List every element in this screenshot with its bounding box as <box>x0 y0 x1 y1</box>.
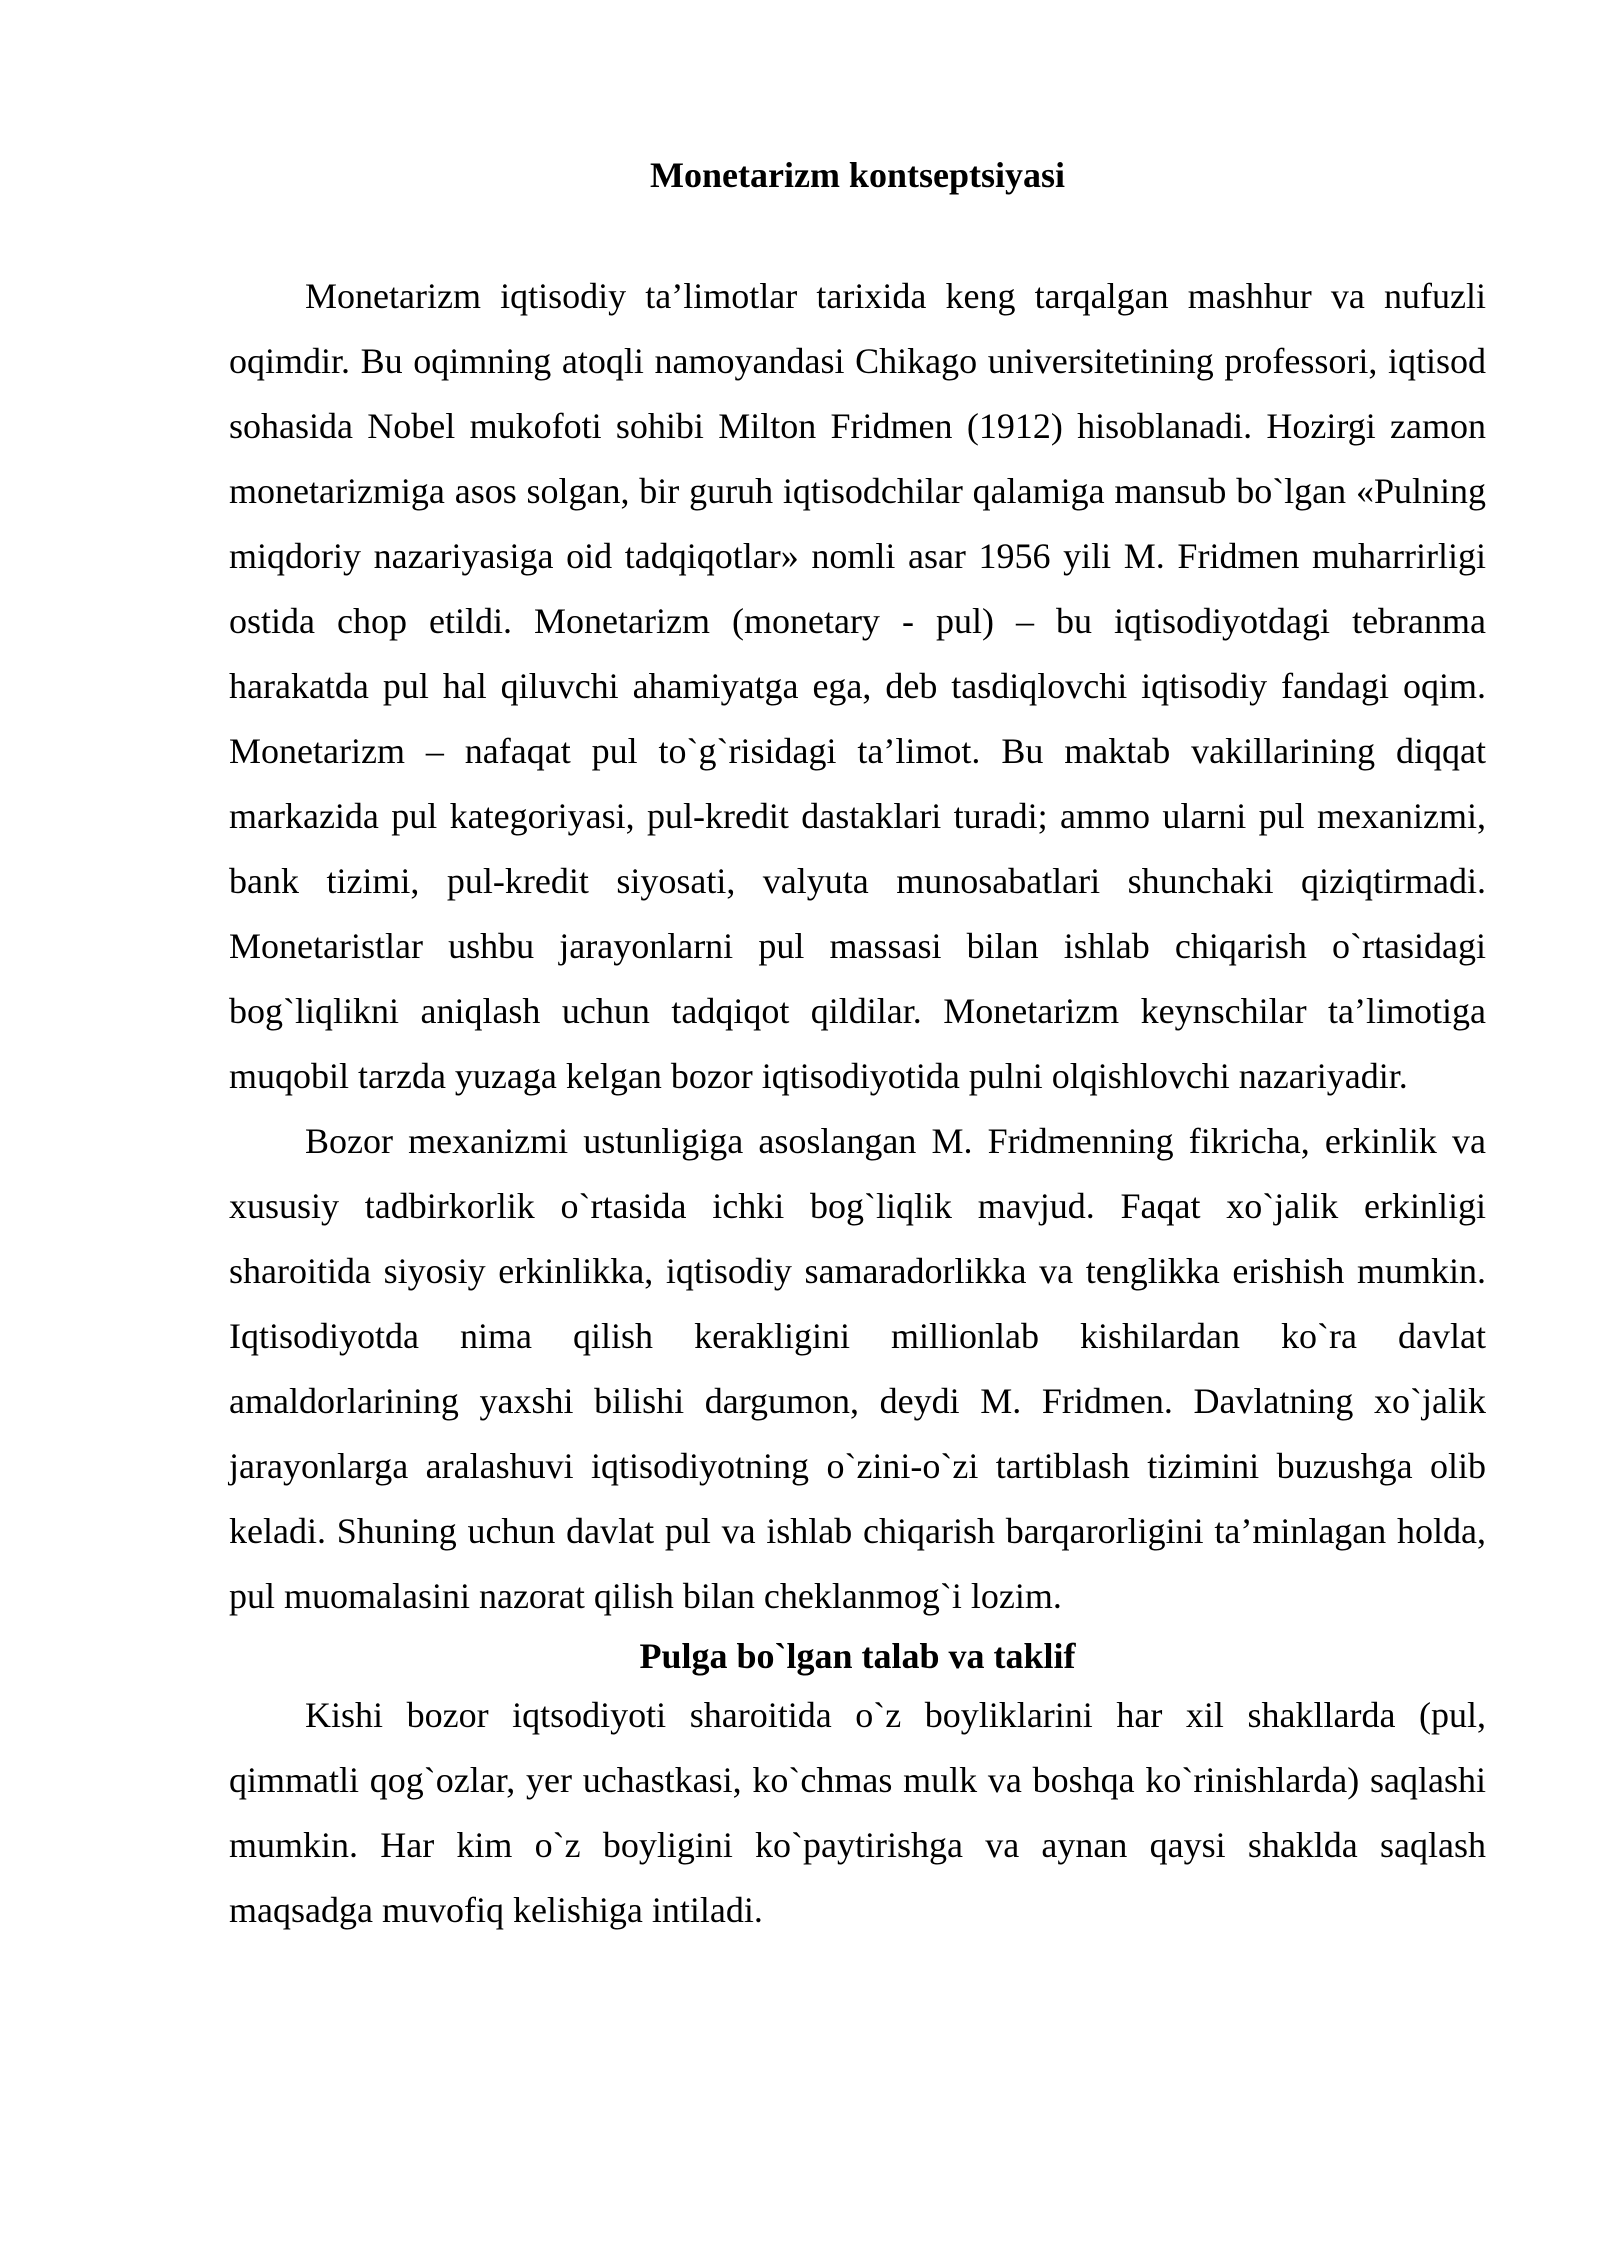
document-title: Monetarizm kontseptsiyasi <box>650 155 1065 195</box>
document-body <box>229 148 1486 1943</box>
paragraph-money-demand: Kishi bozor iqtsodiyoti sharoitida o`z boyliklarini har xil shakllarda (pul, qimmatli qog`ozlar, yer uchastkasi, ko`chmas mulk va boshqa ko`rinishlarda) saqlashi mumkin. Har kim o`z boyligini ko`paytirishga va aynan qaysi shaklda saqlash maqsadga muvofiq kelishiga intiladi. <box>229 1695 1486 1930</box>
paragraph-friedman-views: Bozor mexanizmi ustunligiga asoslangan M. Fridmenning fikricha, erkinlik va xususiy tadbirkorlik o`rtasida ichki bog`liqlik mavjud. Faqat xo`jalik erkinligi sharoitida siyosiy erkinlikka, iqtisodiy samaradorlikka va tenglikka erishish mumkin. Iqtisodiyotda nima qilish kerakligini millionlab kishilardan ko`ra davlat amaldorlarining yaxshi bilishi dargumon, deydi M. Fridmen. Davlatning xo`jalik jarayonlarga aralashuvi iqtisodiyotning o`zini-o`zi tartiblash tizimini buzushga olib keladi. Shuning uchun davlat pul va ishlab chiqarish barqarorligini ta’minlagan holda, pul muomalasini nazorat qilish bilan cheklanmog`i lozim. <box>229 1121 1486 1616</box>
paragraph-monetarism-intro: Monetarizm iqtisodiy ta’limotlar tarixida keng tarqalgan mashhur va nufuzli oqimdir. Bu oqimning atoqli namoyandasi Chikago universitetining professori, iqtisod sohasida Nobel mukofoti sohibi Milton Fridmen (1912) hisoblanadi. Hozirgi zamon monetarizmiga asos solgan, bir guruh iqtisodchilar qalamiga mansub bo`lgan «Pulning miqdoriy nazariyasiga oid tadqiqotlar» nomli asar 1956 yili M. Fridmen muharrirligi ostida chop etildi. Monetarizm (monetary - pul) – bu iqtisodiyotdagi tebranma harakatda pul hal qiluvchi ahamiyatga ega, deb tasdiqlovchi iqtisodiy fandagi oqim. Monetarizm – nafaqat pul to`g`risidagi ta’limot. Bu maktab vakillarining diqqat markazida pul kategoriyasi, pul-kredit dastaklari turadi; ammo ularni pul mexanizmi, bank tizimi, pul-kredit siyosati, valyuta munosabatlari shunchaki qiziqtirmadi. Monetaristlar ushbu jarayonlarni pul massasi bilan ishlab chiqarish o`rtasidagi bog`liqlikni aniqlash uchun tadqiqot qildilar. Monetarizm keynschilar ta’limotiga muqobil tarzda yuzaga kelgan bozor iqtisodiyotida pulni olqishlovchi nazariyadir. <box>229 276 1486 1096</box>
section-heading: Pulga bo`lgan talab va taklif <box>639 1636 1076 1676</box>
